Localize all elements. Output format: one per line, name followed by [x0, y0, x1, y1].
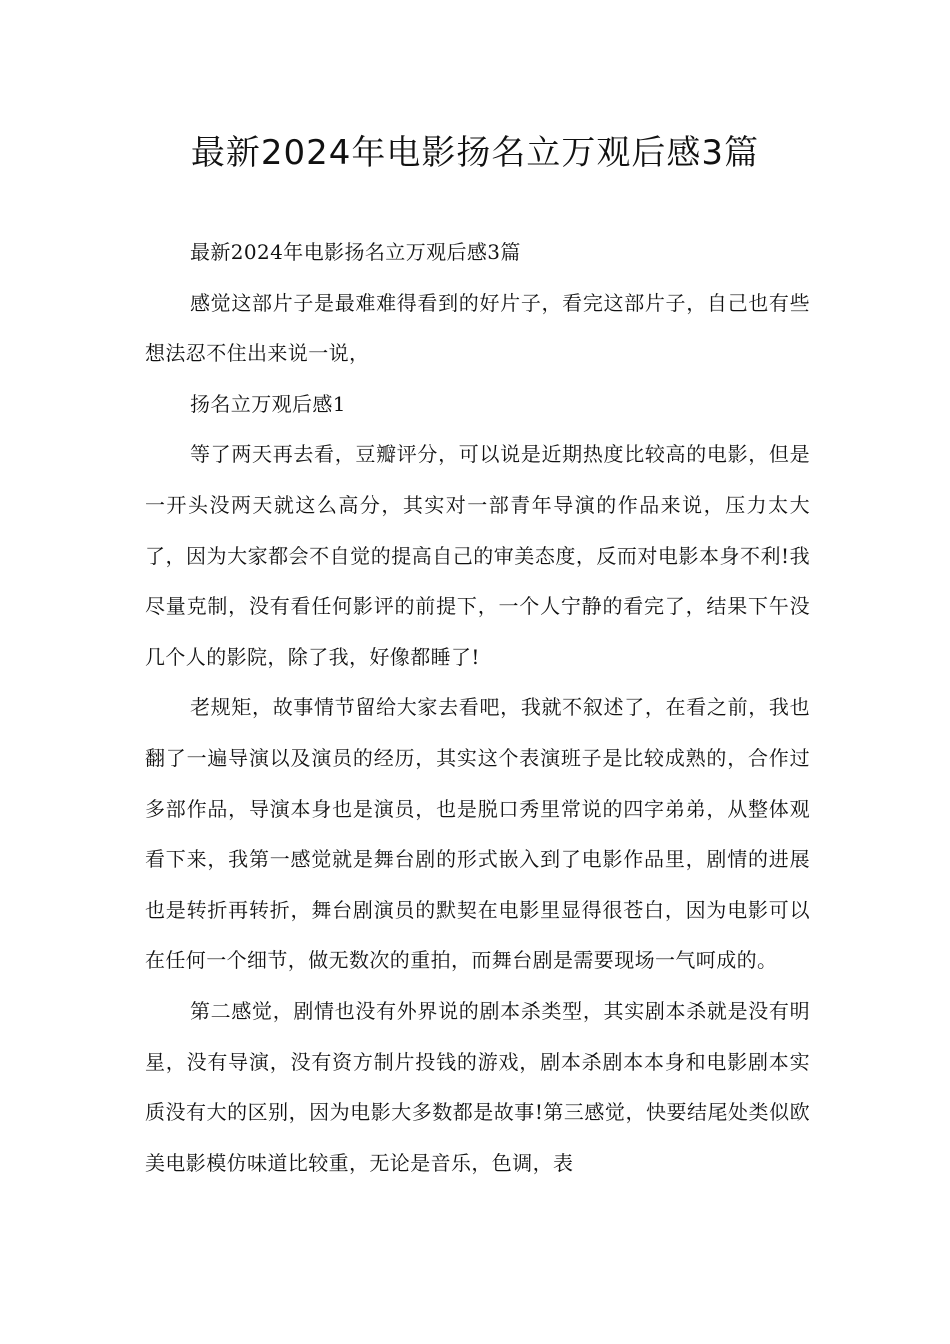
- section-heading: 扬名立万观后感1: [190, 391, 346, 416]
- paragraph: 等了两天再去看，豆瓣评分，可以说是近期热度比较高的电影，但是一开头没两天就这么高分，其实对一部青年导演的作品来说，压力太大了，因为大家都会不自觉的提高自己的审美态度，反而对电影本身不利!我尽量克制，没有看任何影评的前提下，一个人宁静的看完了，结果下午没几个人的影院，除了我，好像都睡了!: [145, 442, 810, 669]
- paragraph-subtitle: 最新2024年电影扬名立万观后感3篇: [190, 240, 521, 264]
- document-body: [145, 227, 810, 1188]
- paragraph-intro: 感觉这部片子是最难难得看到的好片子，看完这部片子，自己也有些想法忍不住出来说一说，: [145, 290, 810, 366]
- paragraph: 第二感觉，剧情也没有外界说的剧本杀类型，其实剧本杀就是没有明星，没有导演，没有资方制片投钱的游戏，剧本杀剧本本身和电影剧本实质没有大的区别，因为电影大多数都是故事!第三感觉，快要结尾处类似欧美电影模仿味道比较重，无论是音乐，色调，表: [145, 998, 810, 1175]
- paragraph: 老规矩，故事情节留给大家去看吧，我就不叙述了，在看之前，我也翻了一遍导演以及演员的经历，其实这个表演班子是比较成熟的，合作过多部作品，导演本身也是演员，也是脱口秀里常说的四字弟弟，从整体观看下来，我第一感觉就是舞台剧的形式嵌入到了电影作品里，剧情的进展也是转折再转折，舞台剧演员的默契在电影里显得很苍白，因为电影可以在任何一个细节，做无数次的重拍，而舞台剧是需要现场一气呵成的。: [145, 695, 810, 973]
- document-title: 最新2024年电影扬名立万观后感3篇: [190, 133, 760, 173]
